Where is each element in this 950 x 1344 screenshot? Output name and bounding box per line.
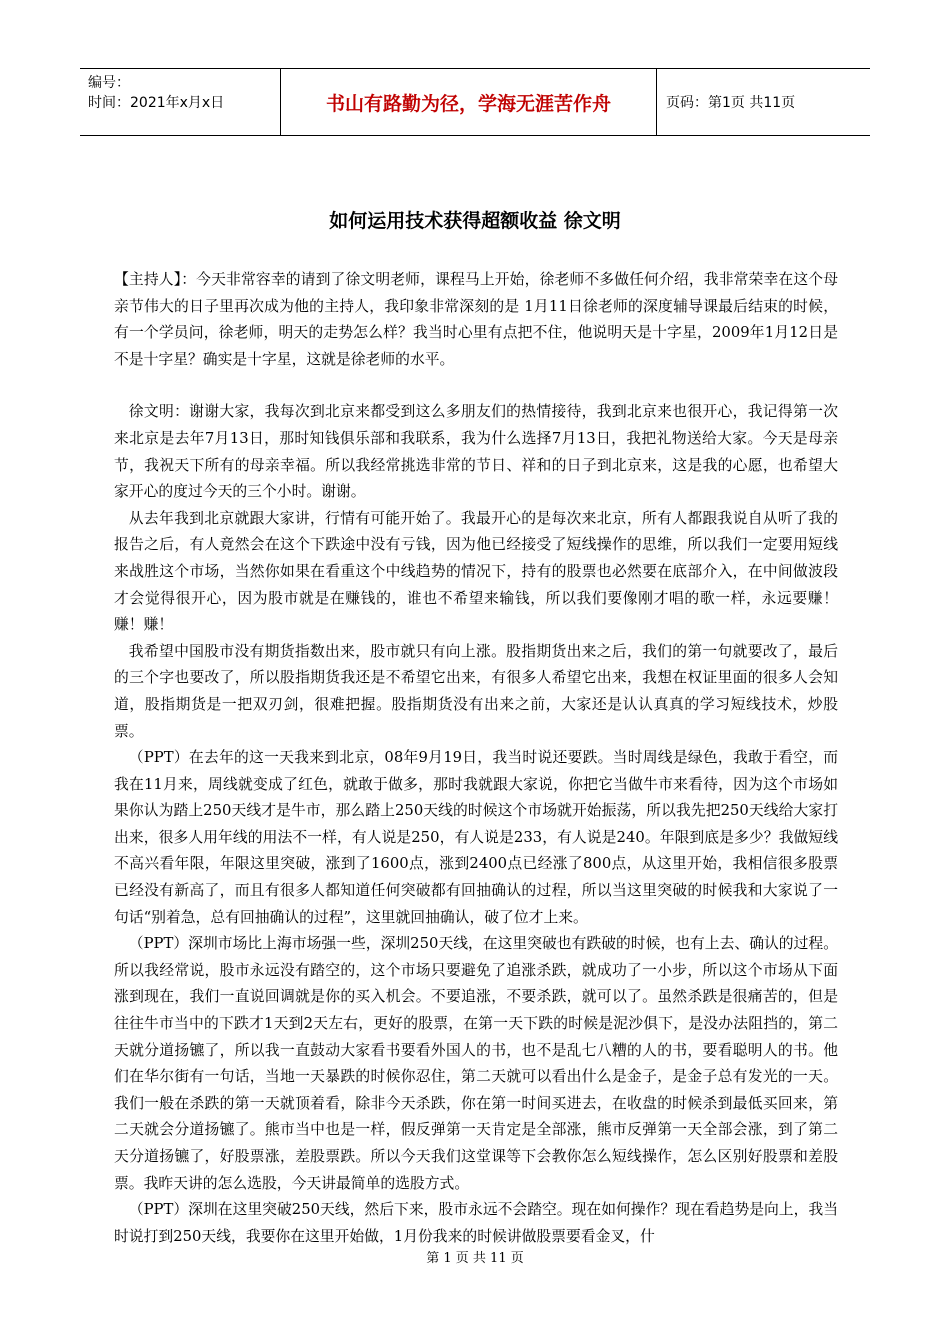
- paragraph: （PPT）深圳市场比上海市场强一些，深圳250天线，在这里突破也有跌破的时候，也有上去、确认的过程。所以我经常说，股市永远没有踏空的，这个市场只要避免了追涨杀跌，就成功了一小步，所以这个市场从下面涨到现在，我们一直说回调就是你的买入机会。不要追涨，不要杀跌，就可以了。虽然杀跌是很痛苦的，但是往往牛市当中的下跌才1天到2天左右，更好的股票，在第一天下跌的时候是泥沙俱下，是没办法阻挡的，第二天就分道扬镳了，所以我一直鼓动大家看书要看外国人的书，也不是乱七八糟的人的书，要看聪明人的书。他们在华尔街有一句话，当地一天暴跌的时候你忍住，第二天就可以看出什么是金子，是金子总有发光的一天。我们一般在杀跌的第一天就顶着看，除非今天杀跌，你在第一时间买进去，在收盘的时候杀到最低买回来，第二天就会分道扬镳了。熊市当中也是一样，假反弹第一天肯定是全部涨，熊市反弹第一天全部会涨，到了第二天分道扬镳了，好股票涨，差股票跌。所以今天我们这堂课等下会教你怎么短线操作，怎么区别好股票和差股票。我昨天讲的怎么选股，今天讲最简单的选股方式。: [114, 935, 838, 1192]
- header-page-info: 页码：第1页 共11页: [666, 95, 796, 111]
- paragraph: 徐文明：谢谢大家，我每次到北京来都受到这么多朋友们的热情接待，我到北京来也很开心，我记得第一次来北京是去年7月13日，那时知钱俱乐部和我联系，我为什么选择7月13日，我把礼物送给大家。今天是母亲节，我祝天下所有的母亲幸福。所以我经常挑选非常的节日、祥和的日子到北京来，这是我的心愿，也希望大家开心的度过今天的三个小时。谢谢。: [114, 403, 838, 501]
- header-motto: 书山有路勤为径，学海无涯苦作舟: [281, 69, 657, 135]
- paragraph-host-intro: 【主持人】：今天非常容幸的请到了徐文明老师，课程马上开始，徐老师不多做任何介绍，我非常荣幸在这个母亲节伟大的日子里再次成为他的主持人，我印象非常深刻的是 1月11日徐老师的深度辅导课最后结束的时候，有一个学员问，徐老师，明天的走势怎么样？我当时心里有点把不住，他说明天是十字星，2009年1月12日是不是十字星？确实是十字星，这就是徐老师的水平。: [114, 271, 838, 368]
- paragraph: （PPT）深圳在这里突破250天线，然后下来，股市永远不会踏空。现在如何操作？现在看趋势是向上，我当时说打到250天线，我要你在这里开始做，1月份我来的时候讲做股票要看金叉，什: [114, 1201, 838, 1245]
- page-header: [80, 68, 870, 136]
- document-body: [114, 267, 838, 1250]
- document-title: 如何运用技术获得超额收益 徐文明: [329, 210, 621, 232]
- paragraph: （PPT）在去年的这一天我来到北京，08年9月19日，我当时说还要跌。当时周线是绿色，我敢于看空，而我在11月来，周线就变成了红色，就敢于做多，那时我就跟大家说，你把它当做牛市来看待，因为这个市场如果你认为踏上250天线才是牛市，那么踏上250天线的时候这个市场就开始振荡，所以我先把250天线给大家打出来，很多人用年线的用法不一样，有人说是250，有人说是233，有人说是240。年限到底是多少？我做短线不高兴看年限，年限这里突破，涨到了1600点，涨到2400点已经涨了800点，从这里开始，我相信很多股票已经没有新高了，而且有很多人都知道任何突破都有回抽确认的过程，所以当这里突破的时候我和大家说了一句话“别着急，总有回抽确认的过程”，这里就回抽确认，破了位才上来。: [114, 749, 838, 926]
- time-label: 时间：2021年x月x日: [88, 95, 225, 111]
- page-footer: 第 1 页 共 11 页: [426, 1251, 524, 1266]
- number-label: 编号：: [88, 75, 130, 91]
- paragraph: 我希望中国股市没有期货指数出来，股市就只有向上涨。股指期货出来之后，我们的第一句就要改了，最后的三个字也要改了，所以股指期货我还是不希望它出来，有很多人希望它出来，我想在权证里面的很多人会知道，股指期货是一把双刃剑，很难把握。股指期货没有出来之前，大家还是认认真真的学习短线技术，炒股票。: [114, 642, 838, 740]
- header-meta: [80, 69, 281, 135]
- paragraph-gap: [114, 373, 838, 399]
- paragraph: 从去年我到北京就跟大家讲，行情有可能开始了。我最开心的是每次来北京，所有人都跟我说自从听了我的报告之后，有人竟然会在这个下跌途中没有亏钱，因为他已经接受了短线操作的思维，所以我们一定要用短线来战胜这个市场，当然你如果在看重这个中线趋势的情况下，持有的股票也必然要在底部介入，在中间做波段才会觉得很开心，因为股市就是在赚钱的，谁也不希望来输钱，所以我们要像刚才唱的歌一样，永远要赚！赚！赚！: [114, 509, 838, 634]
